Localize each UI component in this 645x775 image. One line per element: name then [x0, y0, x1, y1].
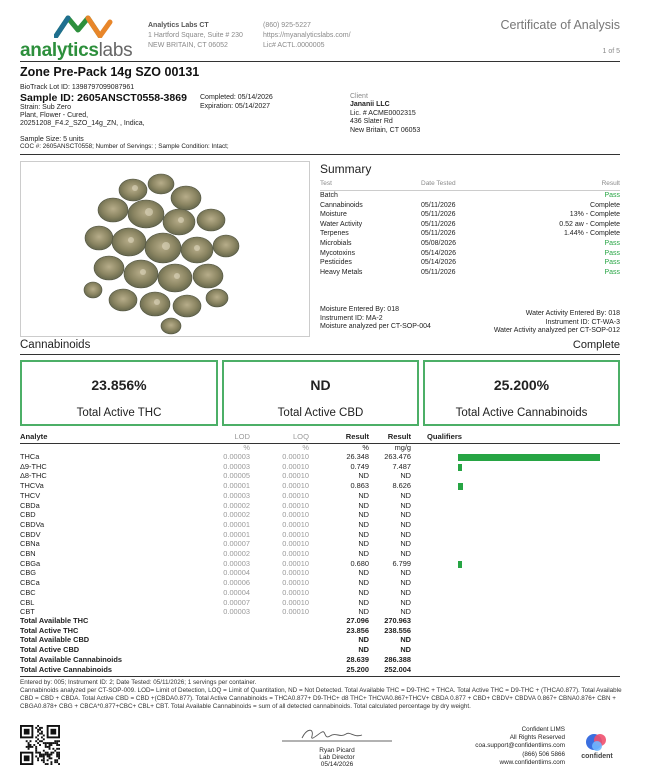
total-name: Total Available CBD — [20, 635, 90, 645]
signer-name: Ryan Picard — [319, 747, 355, 754]
analyte-name: CBNa — [20, 539, 40, 549]
total-cannabinoids-label: Total Active Cannabinoids — [455, 407, 588, 419]
analyte-name: THCV — [20, 490, 41, 500]
analyte-units-row: % % % mg/g — [243, 443, 411, 452]
analyte-row: Δ8-THC 0.00005 0.00010 ND ND — [20, 471, 411, 481]
summary-result: Complete — [590, 201, 620, 209]
analyte-row: CBL 0.00007 0.00010 ND ND — [20, 597, 411, 607]
analyte-row: CBCa 0.00006 0.00010 ND ND — [20, 578, 411, 588]
summary-row: Microbials 05/08/2026 Pass — [320, 240, 620, 247]
analyte-name: CBN — [20, 549, 36, 558]
total-cbd-value: ND — [310, 377, 331, 393]
confident-logo-text: confident — [581, 753, 613, 760]
analyte-row: THCVa 0.00001 0.00010 0.863 8.626 — [20, 481, 411, 491]
confident-logo — [572, 732, 622, 764]
analyte-name: CBDV — [20, 529, 41, 539]
total-cbd-label: Total Active CBD — [277, 407, 364, 419]
cannabinoids-divider — [20, 354, 620, 355]
product-title: Zone Pre-Pack 14g SZO 00131 — [20, 65, 200, 79]
summary-title: Summary — [320, 162, 372, 176]
summary-row: Terpenes 05/11/2026 1.44% - Complete — [320, 230, 620, 238]
lab-website-link[interactable]: https://myanalyticslabs.com/ — [263, 31, 351, 39]
analyte-table-header: Analyte LOD LOQ Result Result Qualifiers — [20, 432, 463, 441]
qualifier-bar — [458, 454, 600, 461]
product-category: Plant, Flower - Cured, — [20, 112, 89, 119]
total-name: Total Active CBD — [20, 645, 80, 655]
product-divider — [20, 154, 620, 155]
summary-row: Mycotoxins 05/14/2026 Pass — [320, 249, 620, 257]
signature — [262, 726, 412, 744]
lims-website-link[interactable]: www.confidentlims.com — [499, 758, 565, 766]
logo-mark-icon — [54, 14, 114, 38]
summary-result: Pass — [604, 192, 620, 199]
total-row: Total Available THC 27.096 270.963 — [20, 616, 411, 625]
analyte-name: Δ9-THC — [20, 461, 47, 471]
total-cannabinoids-value: 25.200% — [493, 377, 550, 393]
confident-logo-icon — [582, 732, 612, 752]
page-number: 1 of 5 — [602, 48, 620, 55]
analyte-row: CBC 0.00004 0.00010 ND ND — [20, 587, 411, 597]
total-cbd-box — [222, 360, 419, 426]
total-thc-label: Total Active THC — [76, 407, 162, 419]
analyte-name: CBDVa — [20, 519, 45, 529]
summary-row: Heavy Metals 05/11/2026 Pass — [320, 268, 620, 276]
lot-id: BioTrack Lot ID: 1398797099087961 — [20, 84, 135, 91]
lims-info: Confident LIMS All Rights Reserved coa.support@confidentlims.com (866) 506 5866 www.confidentlims.com — [475, 726, 565, 766]
completed-date: Completed: 05/14/2026 — [200, 94, 273, 101]
analyte-row: CBD 0.00002 0.00010 ND ND — [20, 510, 411, 520]
lab-name: Analytics Labs CT — [148, 22, 209, 29]
analyte-name: THCVa — [20, 481, 44, 491]
cannabinoids-status: Complete — [572, 339, 620, 351]
qualifier-bar — [458, 561, 462, 568]
analyte-name: CBL — [20, 597, 35, 607]
summary-header: Test Date Tested Result — [320, 180, 620, 187]
client-name: Jananii LLC — [350, 101, 390, 109]
analyte-row: CBDa 0.00002 0.00010 ND ND — [20, 500, 411, 510]
analyte-name: CBC — [20, 587, 36, 597]
qualifier-bar — [458, 483, 463, 490]
total-row: Total Active CBD ND ND — [20, 645, 411, 655]
summary-result: Pass — [604, 268, 620, 276]
sample-id: Sample ID: 2605ANSCT0558-3869 — [20, 92, 187, 104]
cannabinoid-notes: Entered by: 005; Instrument ID: 2; Date Tested: 05/11/2026; 1 servings per container. Cannabinoids analyzed per CT-SOP-009. LOD= Limit of Detection, LOQ = Limit of Quantitation, ND = Not Detected. Total Available THC = D9-THC + THCA. Total Active THC = D9-THC + (THCA0.877). Total Available CBD = CBD + CBDA. Total Active CBD = CBD +(CBDA0.877). Total Active Cannabinoids = THCA0.877+ D9-THC+ d8 THC+ THCVA0.867+THCV+ CBDA 0.877 + CBD+ CBDV+ CBDVA 0.867+ CBNA0.876+ CBN + CBGA0.878+ CBG + CBCA*0.877+CBC+ CBL+ CBT. Total Available Cannabinoids = sum of all detected cannabinoids. Total calculated percentage by dry weight. — [20, 679, 622, 710]
lab-license: Lic# ACTL.0000005 — [263, 41, 325, 49]
client-label: Client — [350, 93, 368, 100]
summary-row: Batch Pass — [320, 192, 620, 199]
expiration-date: Expiration: 05/14/2027 — [200, 103, 271, 110]
analyte-name: THCa — [20, 452, 40, 461]
total-name: Total Active Cannabinoids — [20, 664, 112, 674]
total-name: Total Available Cannabinoids — [20, 654, 122, 664]
strain: Strain: Sub Zero — [20, 104, 71, 111]
lab-phone: (860) 925-5227 — [263, 22, 311, 29]
analyte-name: Δ8-THC — [20, 471, 47, 481]
analyte-name: CBG — [20, 568, 37, 578]
doc-title: Certificate of Analysis — [500, 18, 620, 32]
analyte-row: CBG 0.00004 0.00010 ND ND — [20, 568, 411, 578]
summary-row: Moisture 05/11/2026 13% - Complete — [320, 211, 620, 219]
moisture-notes: Moisture Entered By: 018 Instrument ID: MA-2 Moisture analyzed per CT-SOP-004 — [320, 306, 431, 331]
analyte-row: CBDV 0.00001 0.00010 ND ND — [20, 529, 411, 539]
total-cannabinoids-box — [423, 360, 620, 426]
analyte-row: CBDVa 0.00001 0.00010 ND ND — [20, 519, 411, 529]
signer-block — [262, 747, 412, 768]
water-activity-notes: Water Activity Entered By: 018 Instrument ID: CT-WA-3 Water Activity analyzed per CT-SOP-012 — [493, 310, 620, 335]
analyte-row: CBGa 0.00003 0.00010 0.680 6.799 — [20, 558, 411, 568]
cannabinoids-title: Cannabinoids — [20, 339, 91, 351]
summary-result: 0.52 aw - Complete — [559, 220, 620, 228]
total-thc-box — [20, 360, 218, 426]
signer-title: Lab Director — [319, 754, 355, 762]
qr-code-icon — [20, 725, 60, 765]
summary-result: Pass — [604, 259, 620, 267]
analyte-row: Δ9-THC 0.00003 0.00010 0.749 7.487 — [20, 461, 411, 471]
client-license: Lic. # ACME0002315 — [350, 109, 416, 117]
coc-info: COC #: 2605ANSCT0558; Number of Servings: ; Sample Condition: Intact; — [20, 143, 229, 150]
lims-email-link[interactable]: coa.support@confidentlims.com — [475, 742, 565, 750]
summary-result: Pass — [604, 240, 620, 247]
batch-description: 20251208_F4.2_SZO_14g_ZN, , Indica, — [20, 120, 145, 127]
product-photo — [20, 161, 310, 337]
qr-code[interactable] — [20, 725, 60, 765]
total-row: Total Available CBD ND ND — [20, 635, 411, 645]
lab-contact — [263, 21, 351, 50]
total-thc-value: 23.856% — [91, 377, 147, 393]
analyte-row: THCV 0.00003 0.00010 ND ND — [20, 490, 411, 500]
totals-divider — [20, 676, 620, 677]
total-row: Total Active THC 23.856 238.556 — [20, 625, 411, 635]
summary-result: Pass — [604, 249, 620, 257]
analyte-row: CBT 0.00003 0.00010 ND ND — [20, 607, 411, 617]
sample-size: Sample Size: 5 units — [20, 136, 84, 143]
logo-text: analyticslabs — [20, 40, 133, 61]
total-name: Total Active THC — [20, 625, 79, 635]
total-row: Total Active Cannabinoids 25.200 252.004 — [20, 664, 411, 674]
cannabis-flower-image — [21, 162, 310, 337]
sign-date: 05/14/2026 — [320, 761, 354, 769]
summary-row: Water Activity 05/11/2026 0.52 aw - Complete — [320, 220, 620, 228]
header-divider — [20, 61, 620, 62]
summary-result: 13% - Complete — [569, 211, 620, 219]
qualifier-bar — [458, 464, 462, 471]
summary-row: Cannabinoids 05/11/2026 Complete — [320, 201, 620, 209]
lab-address: Analytics Labs CT 1 Hartford Square, Suite # 230 NEW BRITAIN, CT 06052 — [148, 22, 243, 49]
signature-icon — [262, 726, 412, 744]
analyte-name: CBT — [20, 607, 35, 617]
summary-row: Pesticides 05/14/2026 Pass — [320, 259, 620, 267]
analyte-name: CBGa — [20, 558, 41, 568]
client-block: Client Jananii LLC Lic. # ACME0002315 436 Slater Rd New Britain, CT 06053 — [350, 93, 421, 134]
analyte-name: CBD — [20, 510, 36, 520]
summary-result: 1.44% - Complete — [563, 230, 620, 238]
summary-header-divider — [320, 190, 620, 191]
analyte-row: CBN 0.00002 0.00010 ND ND — [20, 549, 411, 558]
analyte-name: CBCa — [20, 578, 40, 588]
total-row: Total Available Cannabinoids 28.639 286.388 — [20, 654, 411, 664]
analyte-name: CBDa — [20, 500, 40, 510]
lab-logo — [20, 14, 140, 60]
total-name: Total Available THC — [20, 616, 89, 625]
analyte-row: CBNa 0.00007 0.00010 ND ND — [20, 539, 411, 549]
analyte-row: THCa 0.00003 0.00010 26.348 263.476 — [20, 452, 411, 461]
